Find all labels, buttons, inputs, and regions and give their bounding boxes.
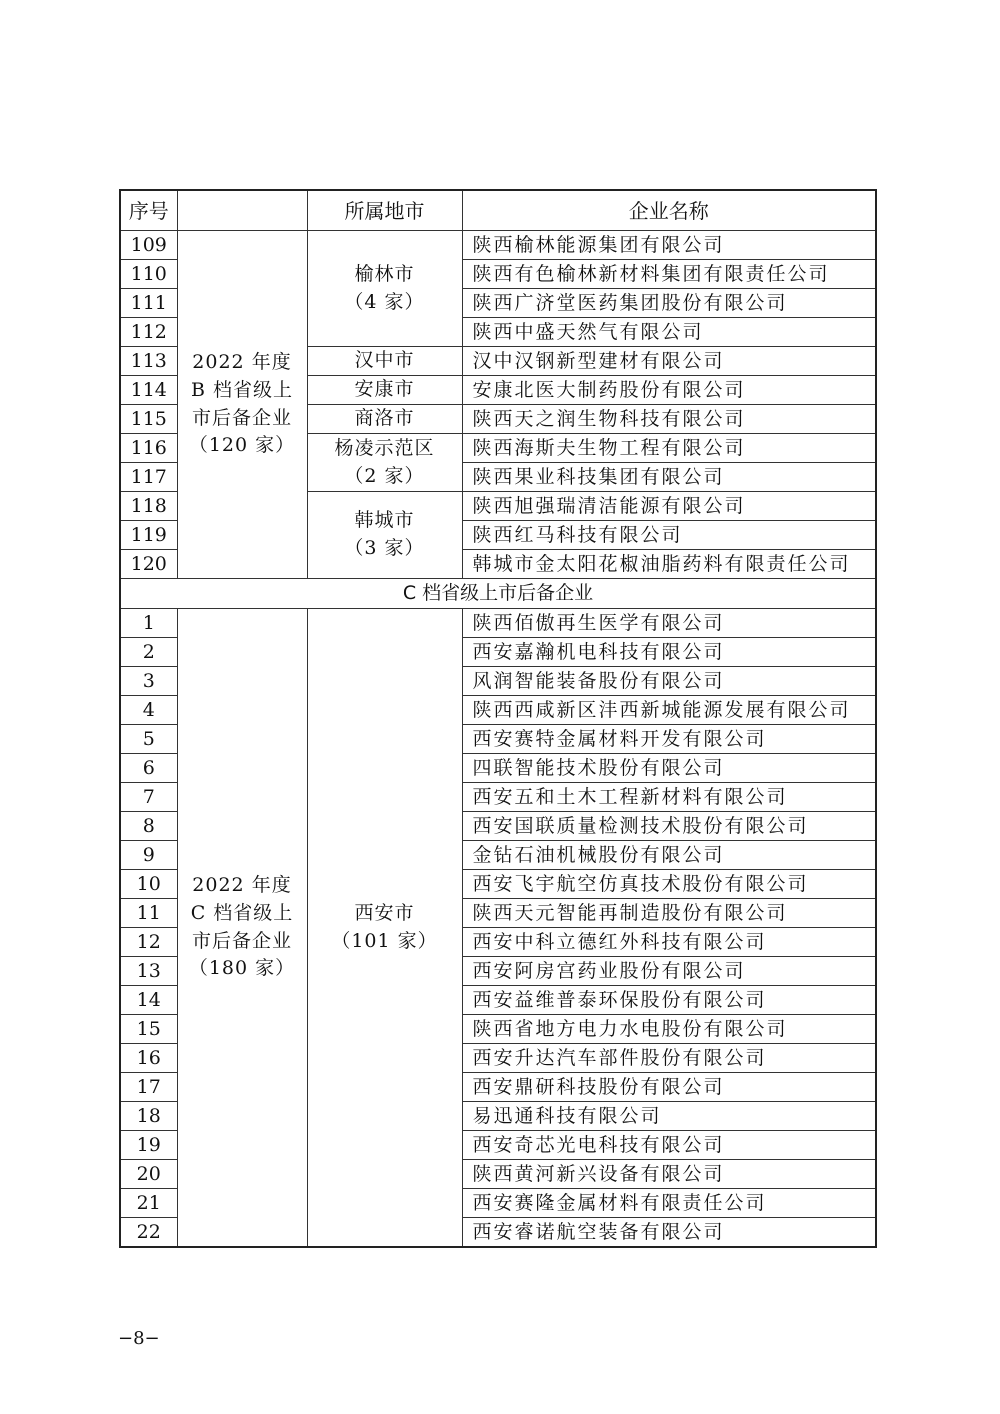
city-cell-yangling — [307, 434, 462, 492]
city-cell-xian — [307, 609, 462, 1248]
city-line: 汉中市 — [354, 349, 415, 372]
company-name: 西安升达汽车部件股份有限公司 — [462, 1044, 876, 1073]
group-line: （180 家） — [188, 957, 296, 980]
company-name: 陕西旭强瑞清洁能源有限公司 — [462, 492, 876, 521]
header-company: 企业名称 — [462, 190, 876, 231]
company-name: 西安阿房宫药业股份有限公司 — [462, 957, 876, 986]
table-row — [120, 231, 876, 260]
company-name: 陕西西咸新区沣西新城能源发展有限公司 — [462, 696, 876, 725]
row-number: 116 — [120, 434, 177, 463]
header-seq: 序号 — [120, 190, 177, 231]
table-row — [120, 609, 876, 638]
section-title: C 档省级上市后备企业 — [120, 579, 876, 609]
row-number: 12 — [120, 928, 177, 957]
row-number: 117 — [120, 463, 177, 492]
row-number: 13 — [120, 957, 177, 986]
row-number: 10 — [120, 870, 177, 899]
row-number: 5 — [120, 725, 177, 754]
group-cell-b — [177, 231, 307, 579]
company-name: 西安飞宇航空仿真技术股份有限公司 — [462, 870, 876, 899]
company-name: 陕西有色榆林新材料集团有限责任公司 — [462, 260, 876, 289]
company-name: 西安中科立德红外科技有限公司 — [462, 928, 876, 957]
row-number: 7 — [120, 783, 177, 812]
company-name: 西安赛隆金属材料有限责任公司 — [462, 1189, 876, 1218]
row-number: 111 — [120, 289, 177, 318]
city-cell-hanzhong — [307, 347, 462, 376]
company-name: 陕西红马科技有限公司 — [462, 521, 876, 550]
city-cell-ankang — [307, 376, 462, 405]
company-name: 汉中汉钢新型建材有限公司 — [462, 347, 876, 376]
group-line: C 档省级上 — [190, 901, 294, 924]
company-name: 西安嘉瀚机电科技有限公司 — [462, 638, 876, 667]
city-line: （101 家） — [331, 929, 438, 952]
company-name: 陕西佰傲再生医学有限公司 — [462, 609, 876, 638]
company-name: 西安五和土木工程新材料有限公司 — [462, 783, 876, 812]
city-line: 安康市 — [354, 378, 415, 401]
company-name: 易迅通科技有限公司 — [462, 1102, 876, 1131]
company-name: 西安赛特金属材料开发有限公司 — [462, 725, 876, 754]
row-number: 18 — [120, 1102, 177, 1131]
table-header-row — [120, 190, 876, 231]
city-cell-hancheng — [307, 492, 462, 579]
group-line: 市后备企业 — [191, 929, 292, 952]
row-number: 115 — [120, 405, 177, 434]
row-number: 110 — [120, 260, 177, 289]
group-line: （120 家） — [188, 434, 296, 457]
company-name: 西安奇芯光电科技有限公司 — [462, 1131, 876, 1160]
company-name: 西安益维普泰环保股份有限公司 — [462, 986, 876, 1015]
group-line: B 档省级上 — [190, 378, 293, 401]
header-city: 所属地市 — [307, 190, 462, 231]
row-number: 15 — [120, 1015, 177, 1044]
enterprise-table — [119, 189, 877, 1248]
company-name: 韩城市金太阳花椒油脂药料有限责任公司 — [462, 550, 876, 579]
company-name: 陕西广济堂医药集团股份有限公司 — [462, 289, 876, 318]
section-title-row — [120, 579, 876, 609]
row-number: 2 — [120, 638, 177, 667]
header-group — [177, 190, 307, 231]
city-cell-yulin — [307, 231, 462, 347]
group-line: 2022 年度 — [192, 874, 292, 897]
city-line: 韩城市 — [354, 509, 415, 532]
company-name: 陕西天之润生物科技有限公司 — [462, 405, 876, 434]
company-name: 西安鼎研科技股份有限公司 — [462, 1073, 876, 1102]
row-number: 11 — [120, 899, 177, 928]
group-cell-c — [177, 609, 307, 1248]
row-number: 16 — [120, 1044, 177, 1073]
company-name: 陕西黄河新兴设备有限公司 — [462, 1160, 876, 1189]
row-number: 17 — [120, 1073, 177, 1102]
company-name: 陕西中盛天然气有限公司 — [462, 318, 876, 347]
company-name: 金钻石油机械股份有限公司 — [462, 841, 876, 870]
row-number: 4 — [120, 696, 177, 725]
city-line: （2 家） — [344, 464, 425, 487]
city-line: 榆林市 — [354, 262, 415, 285]
company-name: 安康北医大制药股份有限公司 — [462, 376, 876, 405]
row-number: 109 — [120, 231, 177, 260]
city-line: 西安市 — [354, 901, 415, 924]
company-name: 陕西省地方电力水电股份有限公司 — [462, 1015, 876, 1044]
company-name: 西安睿诺航空装备有限公司 — [462, 1218, 876, 1248]
row-number: 1 — [120, 609, 177, 638]
row-number: 114 — [120, 376, 177, 405]
city-line: 商洛市 — [354, 407, 415, 430]
company-name: 陕西榆林能源集团有限公司 — [462, 231, 876, 260]
company-name: 陕西海斯夫生物工程有限公司 — [462, 434, 876, 463]
city-line: 杨凌示范区 — [334, 436, 435, 459]
company-name: 陕西天元智能再制造股份有限公司 — [462, 899, 876, 928]
company-name: 西安国联质量检测技术股份有限公司 — [462, 812, 876, 841]
row-number: 6 — [120, 754, 177, 783]
company-name: 陕西果业科技集团有限公司 — [462, 463, 876, 492]
row-number: 112 — [120, 318, 177, 347]
row-number: 3 — [120, 667, 177, 696]
city-line: （3 家） — [344, 537, 425, 559]
row-number: 20 — [120, 1160, 177, 1189]
group-line: 2022 年度 — [192, 351, 292, 374]
group-line: 市后备企业 — [191, 406, 292, 429]
row-number: 22 — [120, 1218, 177, 1248]
city-line: （4 家） — [344, 290, 425, 313]
row-number: 14 — [120, 986, 177, 1015]
row-number: 8 — [120, 812, 177, 841]
row-number: 119 — [120, 521, 177, 550]
page-number: −8− — [118, 1328, 160, 1349]
row-number: 113 — [120, 347, 177, 376]
company-name: 风润智能装备股份有限公司 — [462, 667, 876, 696]
city-cell-shangluo — [307, 405, 462, 434]
company-name: 四联智能技术股份有限公司 — [462, 754, 876, 783]
row-number: 120 — [120, 550, 177, 579]
row-number: 21 — [120, 1189, 177, 1218]
row-number: 19 — [120, 1131, 177, 1160]
row-number: 9 — [120, 841, 177, 870]
row-number: 118 — [120, 492, 177, 521]
